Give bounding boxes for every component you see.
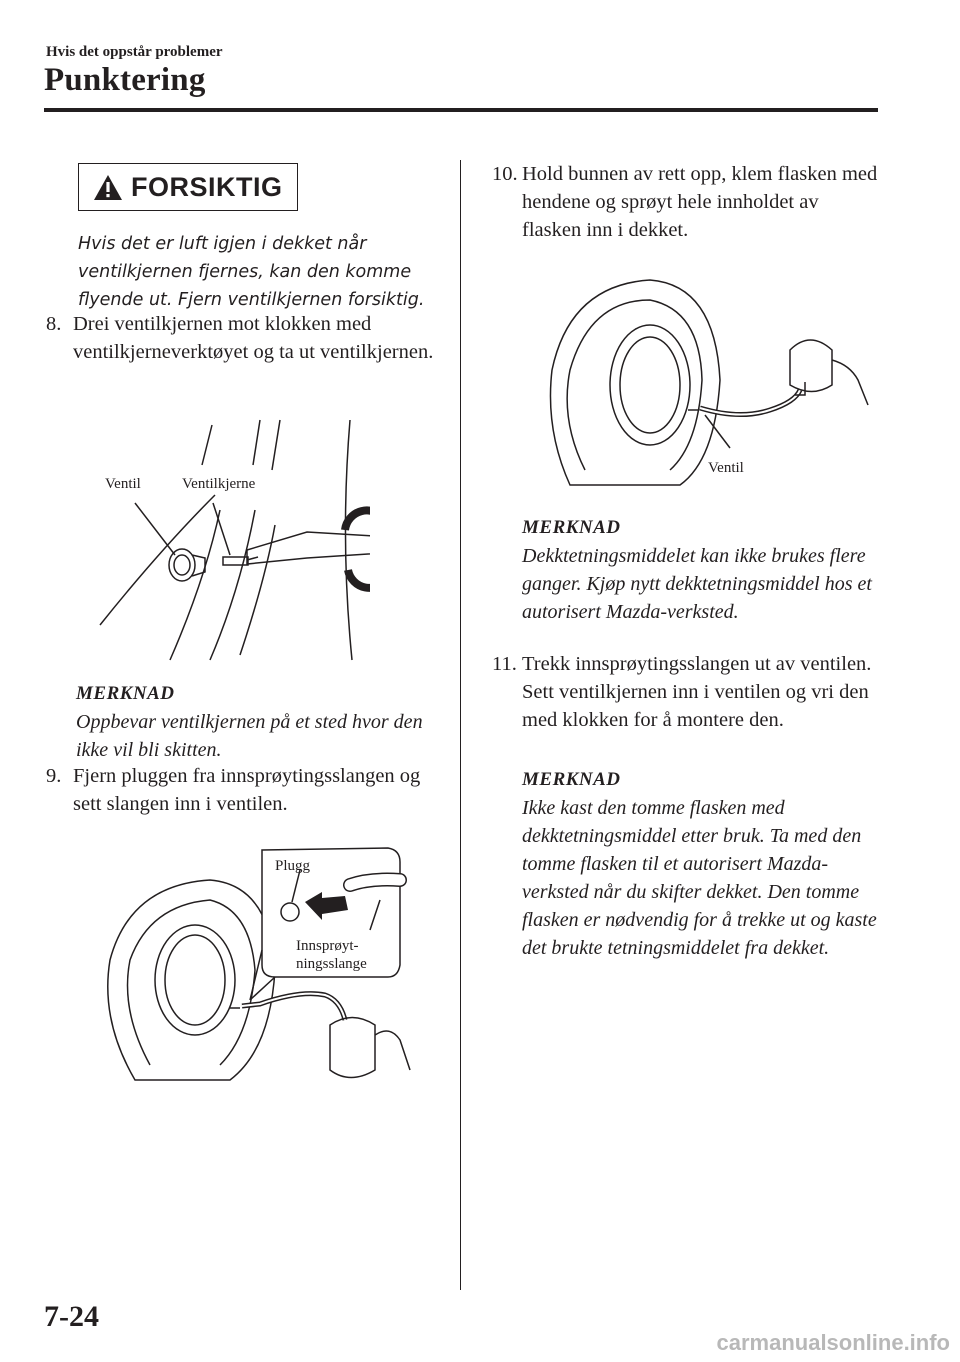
step-text: Fjern pluggen fra innsprøytingsslangen og sett slangen inn i ventilen. xyxy=(73,765,421,815)
note-heading: MERKNAD xyxy=(76,683,175,704)
rotation-arrow xyxy=(348,570,370,588)
label-plug: Plugg xyxy=(275,858,311,874)
tire-rim xyxy=(165,935,225,1025)
step-11 xyxy=(492,650,878,734)
note-heading: MERKNAD xyxy=(522,769,621,790)
tire-arc xyxy=(240,525,275,655)
sealant-bottle xyxy=(790,340,832,392)
tire-rim xyxy=(610,325,690,445)
step-number: 11. xyxy=(492,653,517,675)
page-number: 7-24 xyxy=(44,1300,99,1333)
tire xyxy=(550,280,720,485)
tire-arc xyxy=(272,420,280,470)
step-number: 10. xyxy=(492,163,518,185)
step-number: 9. xyxy=(46,765,62,787)
label-valve-core: Ventilkjerne xyxy=(182,476,256,492)
tire-arc xyxy=(100,495,215,625)
figure-valve-core-removal xyxy=(90,410,370,670)
note-text: Dekktetningsmiddelet kan ikke brukes flere ganger. Kjøp nytt dekktetningsmiddel hos et autorisert Mazda-verksted. xyxy=(522,545,872,623)
note-text: Oppbevar ventilkjernen på et sted hvor den ikke vil bli skitten. xyxy=(76,711,423,761)
warning-icon xyxy=(93,174,123,201)
valve-stem xyxy=(174,555,190,575)
section-title: Hvis det oppstår problemer xyxy=(46,44,223,60)
valve-core-tool xyxy=(247,532,370,564)
valve-stem xyxy=(169,549,195,581)
tire xyxy=(567,300,702,470)
hand xyxy=(832,360,868,405)
tire xyxy=(108,880,275,1080)
label-valve: Ventil xyxy=(708,460,744,476)
label-valve: Ventil xyxy=(105,476,141,492)
label-hose: ningsslange xyxy=(296,956,367,972)
note-heading: MERKNAD xyxy=(522,517,621,538)
warning-label: FORSIKTIG xyxy=(131,171,283,202)
tire-arc xyxy=(253,420,260,465)
callout-pointer xyxy=(250,950,262,1000)
leader-line xyxy=(135,503,175,555)
page-title: Punktering xyxy=(44,62,206,98)
tire-arc xyxy=(210,510,255,660)
label-hose: Innsprøyt- xyxy=(296,938,359,954)
rotation-arrow xyxy=(345,510,370,530)
hose-end xyxy=(350,880,400,885)
tire-rim xyxy=(155,925,235,1035)
column-divider xyxy=(460,160,461,1290)
step-8 xyxy=(46,310,440,366)
title-rule xyxy=(44,108,878,112)
figure-insert-hose xyxy=(100,840,420,1090)
step-9 xyxy=(46,762,440,818)
step-number: 8. xyxy=(46,313,62,335)
step-text: Hold bunnen av rett opp, klem flasken med hendene og sprøyt hele innholdet av flasken inn i dekket. xyxy=(522,163,878,241)
warning-box xyxy=(78,163,298,211)
warning-text: Hvis det er luft igjen i dekket når ventilkjernen fjernes, kan den komme flyende ut. Fjern ventilkjernen forsiktig. xyxy=(78,234,425,310)
tire-rim xyxy=(620,337,680,433)
step-text: Drei ventilkjernen mot klokken med ventilkjerneverktøyet og ta ut ventilkjernen. xyxy=(73,313,434,363)
tire-arc xyxy=(170,510,220,660)
note-text: Ikke kast den tomme flasken med dekktetningsmiddel etter bruk. Ta med den tomme flasken til et autorisert Mazda-verksted når du skifter dekket. Den tomme flasken er nødvendig for å trekke ut og kaste det brukte tetningsmiddelet fra dekket. xyxy=(522,797,877,959)
tire-arc xyxy=(345,420,352,660)
step-10 xyxy=(492,160,878,244)
step-text: Trekk innsprøytingsslangen ut av ventilen. Sett ventilkjernen inn i ventilen og vri den med klokken for å montere den. xyxy=(522,653,872,731)
hand xyxy=(375,1031,410,1070)
figure-inject-sealant xyxy=(540,270,880,495)
tire-arc xyxy=(202,425,212,465)
sealant-bottle xyxy=(330,1018,375,1078)
watermark: carmanualsonline.info xyxy=(716,1330,950,1355)
